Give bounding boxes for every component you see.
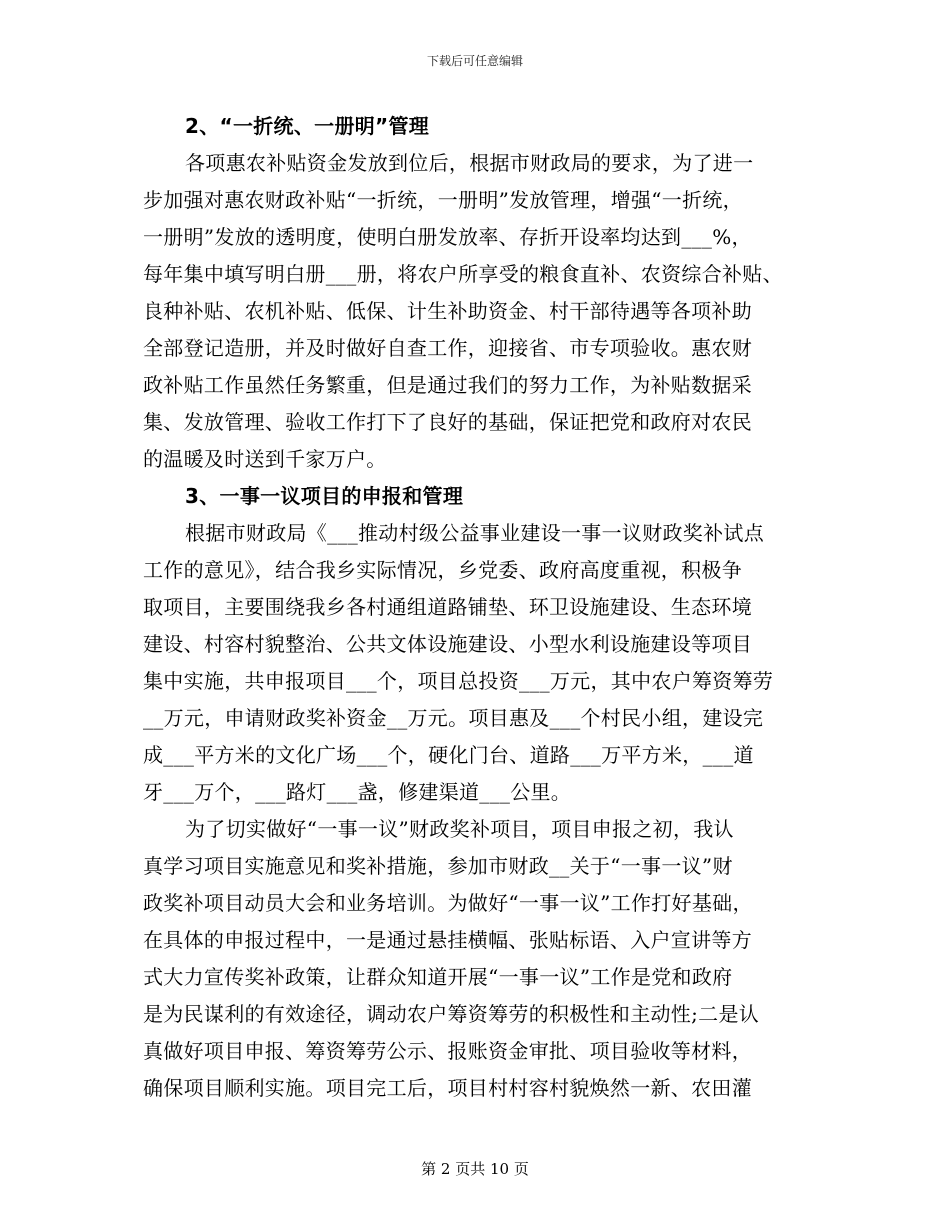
text-line: 全部登记造册，并及时做好自查工作，迎接省、市专项验收。惠农财 bbox=[143, 336, 752, 360]
text-line: __万元，申请财政奖补资金__万元。项目惠及___个村民小组，建设完 bbox=[143, 706, 764, 730]
text-line: 成___平方米的文化广场___个，硬化门台、道路___万平方米，___道 bbox=[143, 743, 754, 767]
text-line: 是为民谋利的有效途径，调动农户筹资筹劳的积极性和主动性;二是认 bbox=[143, 1002, 760, 1026]
text-line: 工作的意见》，结合我乡实际情况，乡党委、政府高度重视，积极争 bbox=[143, 558, 742, 582]
text-line: 集、发放管理、验收工作打下了良好的基础，保证把党和政府对农民 bbox=[143, 410, 752, 434]
text-line: 政补贴工作虽然任务繁重，但是通过我们的努力工作，为补贴数据采 bbox=[143, 373, 752, 397]
text-line: 政奖补项目动员大会和业务培训。为做好“一事一议”工作打好基础， bbox=[143, 891, 753, 915]
document-body bbox=[143, 108, 813, 1107]
section-heading: 2、“一折统、一册明”管理 bbox=[185, 114, 430, 138]
text-line: 良种补贴、农机补贴、低保、计生补助资金、村干部待遇等各项补助 bbox=[143, 299, 752, 323]
text-line: 建设、村容村貌整治、公共文体设施建设、小型水利设施建设等项目 bbox=[143, 632, 752, 656]
text-line: 确保项目顺利实施。项目完工后，项目村村容村貌焕然一新、农田灌 bbox=[143, 1076, 752, 1100]
text-line: 各项惠农补贴资金发放到位后，根据市财政局的要求，为了进一 bbox=[185, 151, 754, 175]
section-heading: 3、一事一议项目的申报和管理 bbox=[185, 484, 464, 508]
text-line: 在具体的申报过程中，一是通过悬挂横幅、张贴标语、入户宣讲等方 bbox=[143, 928, 752, 952]
text-line: 牙___万个，___路灯___盏，修建渠道___公里。 bbox=[143, 780, 572, 804]
text-line: 步加强对惠农财政补贴“一折统，一册明”发放管理，增强“一折统， bbox=[143, 188, 743, 212]
text-line: 每年集中填写明白册___册，将农户所享受的粮食直补、农资综合补贴、 bbox=[143, 262, 783, 286]
text-line: 根据市财政局《___推动村级公益事业建设一事一议财政奖补试点 bbox=[185, 521, 764, 545]
page-footer: 第 2 页共 10 页 bbox=[421, 1160, 529, 1178]
text-line: 集中实施，共申报项目___个，项目总投资___万元，其中农户筹资筹劳 bbox=[143, 669, 774, 693]
text-line: 真做好项目申报、筹资筹劳公示、报账资金审批、项目验收等材料， bbox=[143, 1039, 752, 1063]
text-line: 一册明”发放的透明度，使明白册发放率、存折开设率均达到___%， bbox=[143, 225, 752, 249]
text-line: 取项目，主要围绕我乡各村通组道路铺垫、环卫设施建设、生态环境 bbox=[143, 595, 752, 619]
text-line: 的温暖及时送到千家万户。 bbox=[143, 447, 387, 471]
text-line: 式大力宣传奖补政策，让群众知道开展“一事一议”工作是党和政府 bbox=[143, 965, 733, 989]
text-line: 真学习项目实施意见和奖补措施，参加市财政__关于“一事一议”财 bbox=[143, 854, 733, 878]
text-line: 为了切实做好“一事一议”财政奖补项目，项目申报之初，我认 bbox=[185, 817, 734, 841]
page-header: 下载后可任意编辑 bbox=[426, 54, 523, 68]
